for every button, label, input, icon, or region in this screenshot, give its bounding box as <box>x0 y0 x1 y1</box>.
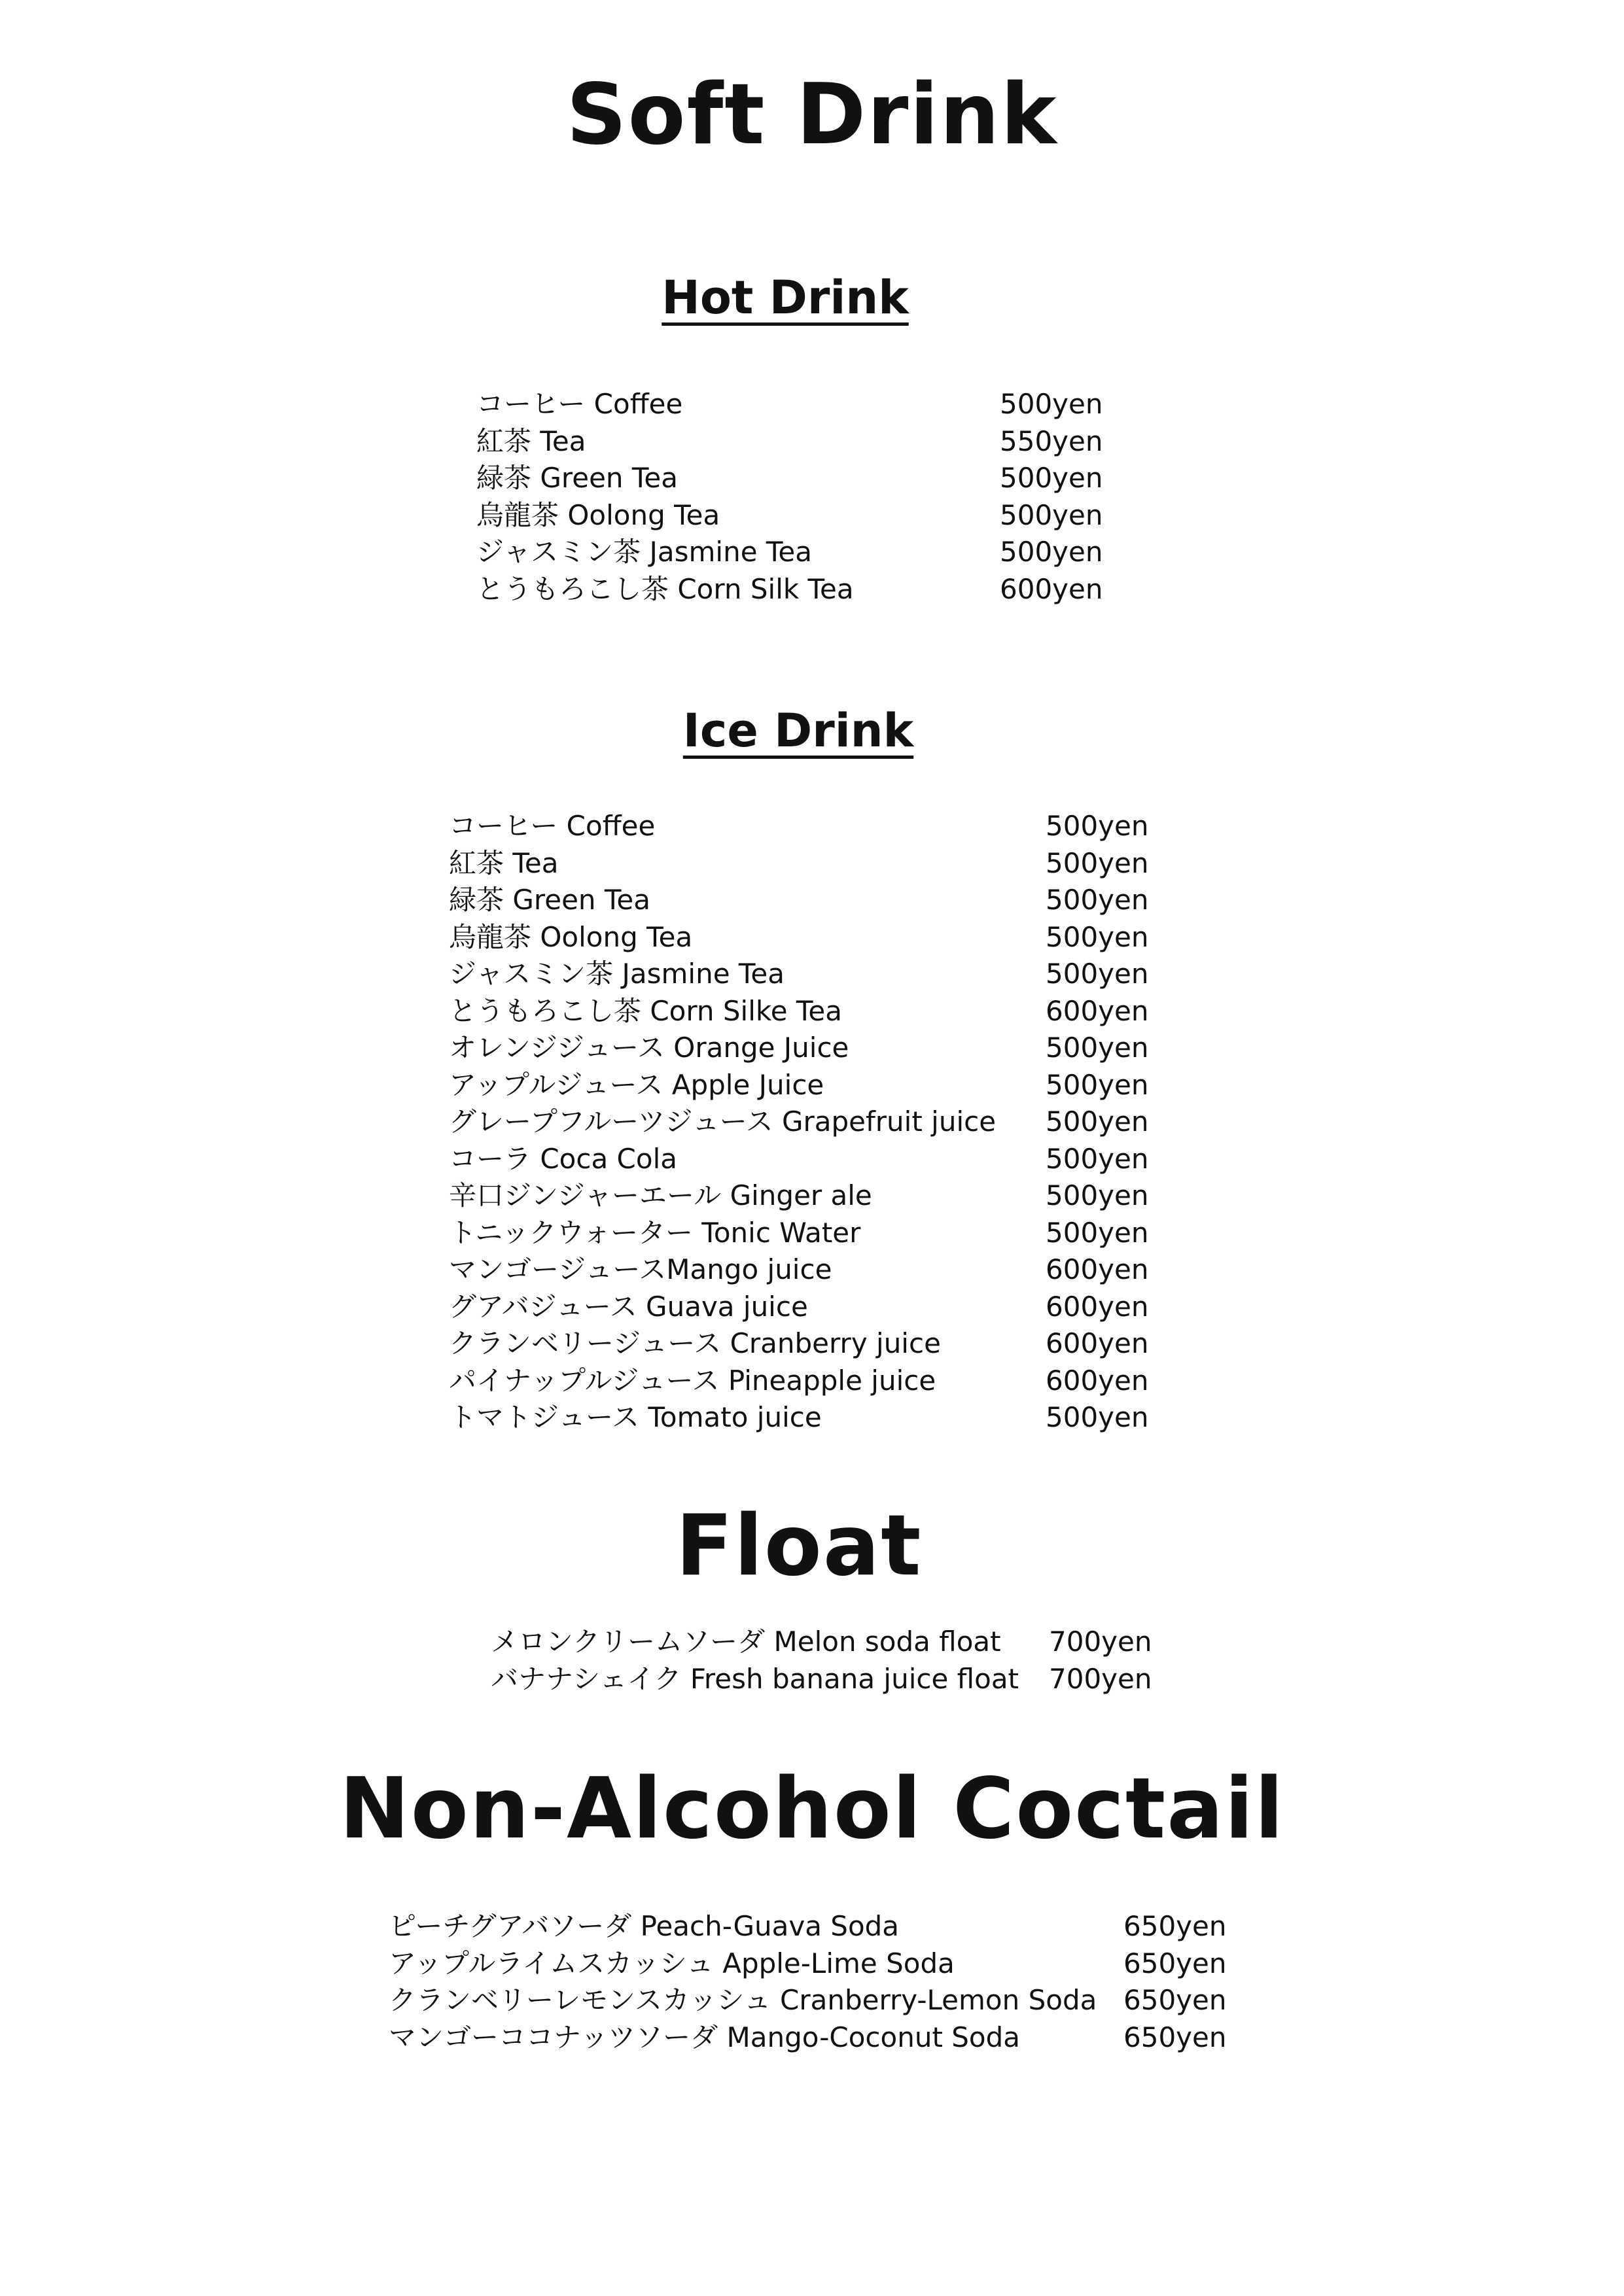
item-price: 700yen <box>1049 1662 1152 1695</box>
menu-item <box>449 1399 1208 1436</box>
ice-drink-heading: Ice Drink <box>682 704 914 757</box>
item-price: 600yen <box>1046 994 1149 1027</box>
item-price: 500yen <box>1046 1179 1149 1211</box>
item-name: とうもろこし茶 Corn Silk Tea <box>476 572 854 605</box>
item-price: 500yen <box>1046 920 1149 953</box>
item-name: ジャスミン茶 Jasmine Tea <box>476 536 813 568</box>
hot-drink-heading: Hot Drink <box>662 271 909 324</box>
menu-item <box>449 956 1208 993</box>
menu-item <box>449 882 1208 919</box>
item-price: 600yen <box>1000 572 1103 605</box>
item-name: ジャスミン茶 Jasmine Tea <box>449 958 785 990</box>
item-price: 500yen <box>1046 884 1149 916</box>
page-title: Soft Drink <box>566 66 1058 164</box>
item-price: 650yen <box>1123 1984 1227 2016</box>
item-price: 550yen <box>1000 425 1103 457</box>
menu-item <box>491 1624 1171 1661</box>
item-price: 500yen <box>1046 1068 1149 1101</box>
item-name: コーヒー Coffee <box>449 810 656 842</box>
item-name: バナナシェイク Fresh banana juice float <box>491 1662 1019 1695</box>
item-price: 600yen <box>1046 1327 1149 1359</box>
menu-item <box>389 1908 1239 1945</box>
item-name: クランベリーレモンスカッシュ Cranberry-Lemon Soda <box>389 1984 1097 2016</box>
item-price: 500yen <box>1000 388 1103 420</box>
item-price: 600yen <box>1046 1290 1149 1323</box>
item-price: 500yen <box>1000 462 1103 494</box>
menu-item <box>449 1141 1208 1178</box>
item-name: グレープフルーツジュース Grapefruit juice <box>449 1105 997 1138</box>
item-name: クランベリージュース Cranberry juice <box>449 1327 941 1359</box>
item-price: 650yen <box>1123 1910 1227 1942</box>
item-name: 辛口ジンジャーエール Ginger ale <box>449 1179 872 1211</box>
item-name: 紅茶 Tea <box>476 425 586 457</box>
item-name: 烏龍茶 Oolong Tea <box>449 920 693 953</box>
item-name: パイナップルジュース Pineapple juice <box>449 1364 936 1397</box>
item-price: 700yen <box>1049 1626 1152 1658</box>
menu-item <box>449 993 1208 1030</box>
item-name: 緑茶 Green Tea <box>449 884 650 916</box>
menu-item <box>449 1325 1208 1363</box>
menu-item <box>449 845 1208 882</box>
menu-item <box>491 1661 1171 1698</box>
item-price: 500yen <box>1046 1216 1149 1249</box>
item-name: コーラ Coca Cola <box>449 1142 677 1175</box>
menu-item <box>449 1067 1208 1104</box>
menu-item <box>389 1945 1239 1983</box>
menu-item <box>449 1215 1208 1252</box>
item-name: とうもろこし茶 Corn Silke Tea <box>449 994 842 1027</box>
menu-item <box>449 1177 1208 1215</box>
item-price: 500yen <box>1000 536 1103 568</box>
item-name: 紅茶 Tea <box>449 846 559 879</box>
menu-item <box>449 1030 1208 1067</box>
item-price: 650yen <box>1123 2021 1227 2053</box>
menu-item <box>476 423 1131 461</box>
hot-drink-list <box>476 386 1131 608</box>
item-name: オレンジジュース Orange Juice <box>449 1032 849 1064</box>
item-name: コーヒー Coffee <box>476 388 683 420</box>
item-name: トマトジュース Tomato juice <box>449 1401 822 1433</box>
item-price: 500yen <box>1046 1142 1149 1175</box>
ice-drink-list <box>449 808 1208 1436</box>
item-price: 500yen <box>1046 1401 1149 1433</box>
item-price: 500yen <box>1046 958 1149 990</box>
menu-item <box>449 1251 1208 1289</box>
item-name: グアバジュース Guava juice <box>449 1290 808 1323</box>
menu-item <box>476 460 1131 497</box>
item-price: 600yen <box>1046 1364 1149 1397</box>
menu-item <box>449 808 1208 845</box>
menu-item <box>449 1289 1208 1326</box>
menu-item <box>476 534 1131 571</box>
item-price: 600yen <box>1046 1253 1149 1285</box>
item-name: アップルライムスカッシュ Apple-Lime Soda <box>389 1947 955 1979</box>
item-price: 500yen <box>1046 846 1149 879</box>
item-price: 500yen <box>1000 498 1103 531</box>
item-price: 500yen <box>1046 810 1149 842</box>
item-name: メロンクリームソーダ Melon soda float <box>491 1626 1001 1658</box>
item-name: アップルジュース Apple Juice <box>449 1068 824 1101</box>
item-name: 緑茶 Green Tea <box>476 462 678 494</box>
float-list <box>491 1624 1171 1697</box>
float-heading: Float <box>675 1497 923 1595</box>
menu-item <box>449 1104 1208 1141</box>
menu-item <box>449 919 1208 956</box>
menu-item <box>476 386 1131 423</box>
non-alcohol-coctail-heading: Non-Alcohol Coctail <box>339 1760 1285 1858</box>
menu-item <box>389 1982 1239 2019</box>
non-alcohol-coctail-list <box>389 1908 1239 2056</box>
menu-item <box>389 2019 1239 2057</box>
item-name: マンゴージュースMango juice <box>449 1253 832 1285</box>
item-name: ピーチグアバソーダ Peach-Guava Soda <box>389 1910 900 1942</box>
item-name: 烏龍茶 Oolong Tea <box>476 498 720 531</box>
item-name: マンゴーココナッツソーダ Mango-Coconut Soda <box>389 2021 1021 2053</box>
menu-item <box>476 571 1131 608</box>
item-price: 500yen <box>1046 1032 1149 1064</box>
menu-item <box>449 1363 1208 1400</box>
item-name: トニックウォーター Tonic Water <box>449 1216 861 1249</box>
item-price: 650yen <box>1123 1947 1227 1979</box>
item-price: 500yen <box>1046 1105 1149 1138</box>
menu-item <box>476 497 1131 534</box>
